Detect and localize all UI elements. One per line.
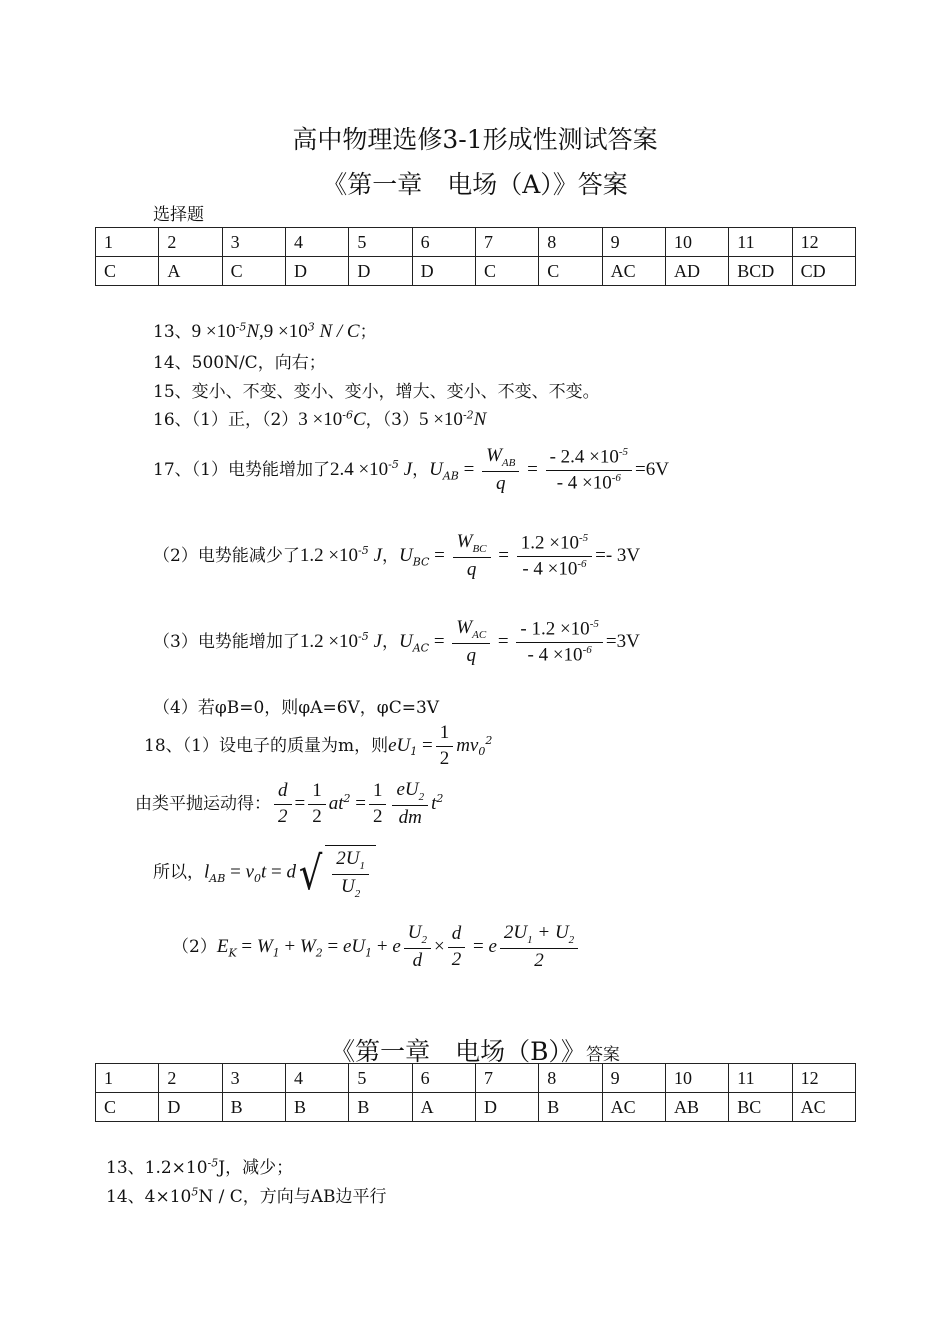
- table-cell: A: [412, 1093, 475, 1122]
- table-cell: C: [96, 257, 159, 286]
- fraction: $\frac{1.2 \times 10^{-5}}{- 4 \times 10^{-6}}$: [517, 532, 592, 581]
- table-cell: 7: [475, 1064, 538, 1093]
- answer-17-part-3: （3）电势能增加了$1.2 \times 10^{-5}$ J，$U_{AC}$ = $\frac{W_{AC}}{q}$ = $\frac{- 1.2 \times 10^{-5}}{- 4 \times 10^{-6}}$ =3V: [153, 617, 640, 666]
- table-cell: 5: [349, 1064, 412, 1093]
- answer-18-part-1: 18、（1）设电子的质量为m，则$eU_1$ = $\frac{1}{2}$ $mv_0^2$: [144, 722, 493, 769]
- table-cell: 10: [665, 1064, 728, 1093]
- fraction: $\frac{U_2}{d}$: [404, 922, 431, 973]
- table-cell: 3: [222, 1064, 285, 1093]
- section-b-answer-13: 13、$1.2\times 10^{-5}J$，减少；: [106, 1156, 294, 1178]
- fraction: $\frac{1}{2}$: [436, 722, 454, 771]
- fraction: $\frac{- 2.4 \times 10^{-5}}{- 4 \times 10^{-6}}$: [546, 446, 632, 495]
- table-header-row: [96, 1064, 856, 1093]
- table-cell: 6: [412, 228, 475, 257]
- answer-17-part-2: （2）电势能减少了$1.2 \times 10^{-5}$ J，$U_{BC}$ = $\frac{W_{BC}}{q}$ = $\frac{1.2 \times 10^{-5}}{- 4 \times 10^{-6}}$ =- 3V: [153, 531, 641, 580]
- table-cell: C: [539, 257, 602, 286]
- table-header-row: [96, 228, 856, 257]
- fraction: $\frac{W_{BC}}{q}$: [453, 531, 491, 582]
- table-cell: 8: [539, 228, 602, 257]
- fraction: $\frac{- 1.2 \times 10^{-5}}{- 4 \times 10^{-6}}$: [516, 618, 602, 667]
- table-cell: AB: [665, 1093, 728, 1122]
- answer-14: 14、500N/C，向右；: [153, 353, 326, 373]
- answer-18-distance: 所以，$l_{AB} = v_0t = d√$ $\frac{2U_1}{U_2}$: [153, 845, 376, 901]
- answer-13: 13、$9 \times 10^{-5}N,9 \times 10^3$ N / C；: [153, 320, 377, 342]
- table-cell: 2: [159, 228, 222, 257]
- fraction: $\frac{1}{2}$: [369, 780, 387, 829]
- section-a-answer-table: [95, 227, 856, 286]
- fraction: $\frac{W_{AB}}{q}$: [482, 445, 519, 496]
- section-b-answer-14: 14、$4\times 10^5N / C$，方向与AB边平行: [106, 1185, 387, 1207]
- answer-17-part-1: 17、（1）电势能增加了$2.4 \times 10^{-5}$ J，$U_{AB}$ = $\frac{W_{AB}}{q}$ = $\frac{- 2.4 \times 10^{-5}}{- 4 \times 10^{-6}}$ =6V: [153, 445, 669, 494]
- table-cell: 12: [792, 1064, 855, 1093]
- table-cell: 9: [602, 1064, 665, 1093]
- fraction: $\frac{W_{AC}}{q}$: [452, 617, 490, 668]
- section-a-label: 选择题: [153, 205, 204, 225]
- table-cell: 4: [285, 228, 348, 257]
- answer-18-part-2: $(2)E_K = W_1 + W_2 = eU_1 + e$ $\frac{U_2}{d}$ × $\frac{d}{2}$ = e $\frac{2U_1 + U_2}{2}$: [172, 922, 581, 973]
- table-cell: 11: [729, 228, 792, 257]
- table-cell: 12: [792, 228, 855, 257]
- table-cell: 9: [602, 228, 665, 257]
- table-cell: 8: [539, 1064, 602, 1093]
- table-cell: C: [96, 1093, 159, 1122]
- fraction: $\frac{2U_1 + U_2}{2}$: [500, 922, 578, 973]
- table-cell: AC: [602, 1093, 665, 1122]
- table-cell: AD: [665, 257, 728, 286]
- table-cell: B: [539, 1093, 602, 1122]
- page-title: 高中物理选修3-1形成性测试答案: [292, 125, 658, 154]
- table-cell: B: [222, 1093, 285, 1122]
- table-cell: 1: [96, 1064, 159, 1093]
- fraction: $\frac{eU_2}{dm}$: [392, 779, 428, 830]
- section-a-heading: 《第一章 电场（A）》答案: [322, 170, 628, 199]
- table-cell: D: [349, 257, 412, 286]
- table-cell: AC: [792, 1093, 855, 1122]
- table-cell: D: [475, 1093, 538, 1122]
- table-cell: 10: [665, 228, 728, 257]
- table-cell: 4: [285, 1064, 348, 1093]
- section-b-heading: 《第一章 电场（B）》答案: [330, 1037, 620, 1066]
- table-cell: 1: [96, 228, 159, 257]
- answer-17-part-4: （4）若φB=0，则φA=6V，φC=3V: [153, 698, 440, 718]
- table-cell: B: [349, 1093, 412, 1122]
- fraction: $\frac{d}{2}$: [274, 780, 292, 829]
- fraction: $\frac{d}{2}$: [448, 923, 466, 972]
- answer-18-projectile: 由类平抛运动得： $\frac{d}{2}$ = $\frac{1}{2}$ $at^2$ = $\frac{1}{2}$ $\frac{eU_2}{dm}$ $t^2$: [135, 779, 444, 828]
- table-answer-row: [96, 257, 856, 286]
- answer-16: 16、（1）正，$(2)3 \times 10^{-6}C$，$(3)5 \times 10^{-2}N$: [153, 408, 487, 430]
- table-cell: 7: [475, 228, 538, 257]
- table-cell: BCD: [729, 257, 792, 286]
- section-b-answer-table: [95, 1063, 856, 1122]
- table-cell: B: [285, 1093, 348, 1122]
- table-cell: CD: [792, 257, 855, 286]
- table-cell: AC: [602, 257, 665, 286]
- table-cell: 2: [159, 1064, 222, 1093]
- answer-15: 15、变小、不变、变小、变小，增大、变小、不变、不变。: [153, 382, 600, 402]
- table-cell: D: [159, 1093, 222, 1122]
- fraction: $\frac{1}{2}$: [308, 780, 326, 829]
- table-cell: C: [475, 257, 538, 286]
- table-cell: A: [159, 257, 222, 286]
- table-cell: 6: [412, 1064, 475, 1093]
- table-cell: BC: [729, 1093, 792, 1122]
- table-cell: C: [222, 257, 285, 286]
- square-root: √ $\frac{2U_1}{U_2}$: [296, 845, 376, 901]
- table-cell: 5: [349, 228, 412, 257]
- table-cell: 3: [222, 228, 285, 257]
- table-cell: D: [285, 257, 348, 286]
- table-answer-row: [96, 1093, 856, 1122]
- table-cell: D: [412, 257, 475, 286]
- fraction: $\frac{2U_1}{U_2}$: [332, 848, 369, 901]
- table-cell: 11: [729, 1064, 792, 1093]
